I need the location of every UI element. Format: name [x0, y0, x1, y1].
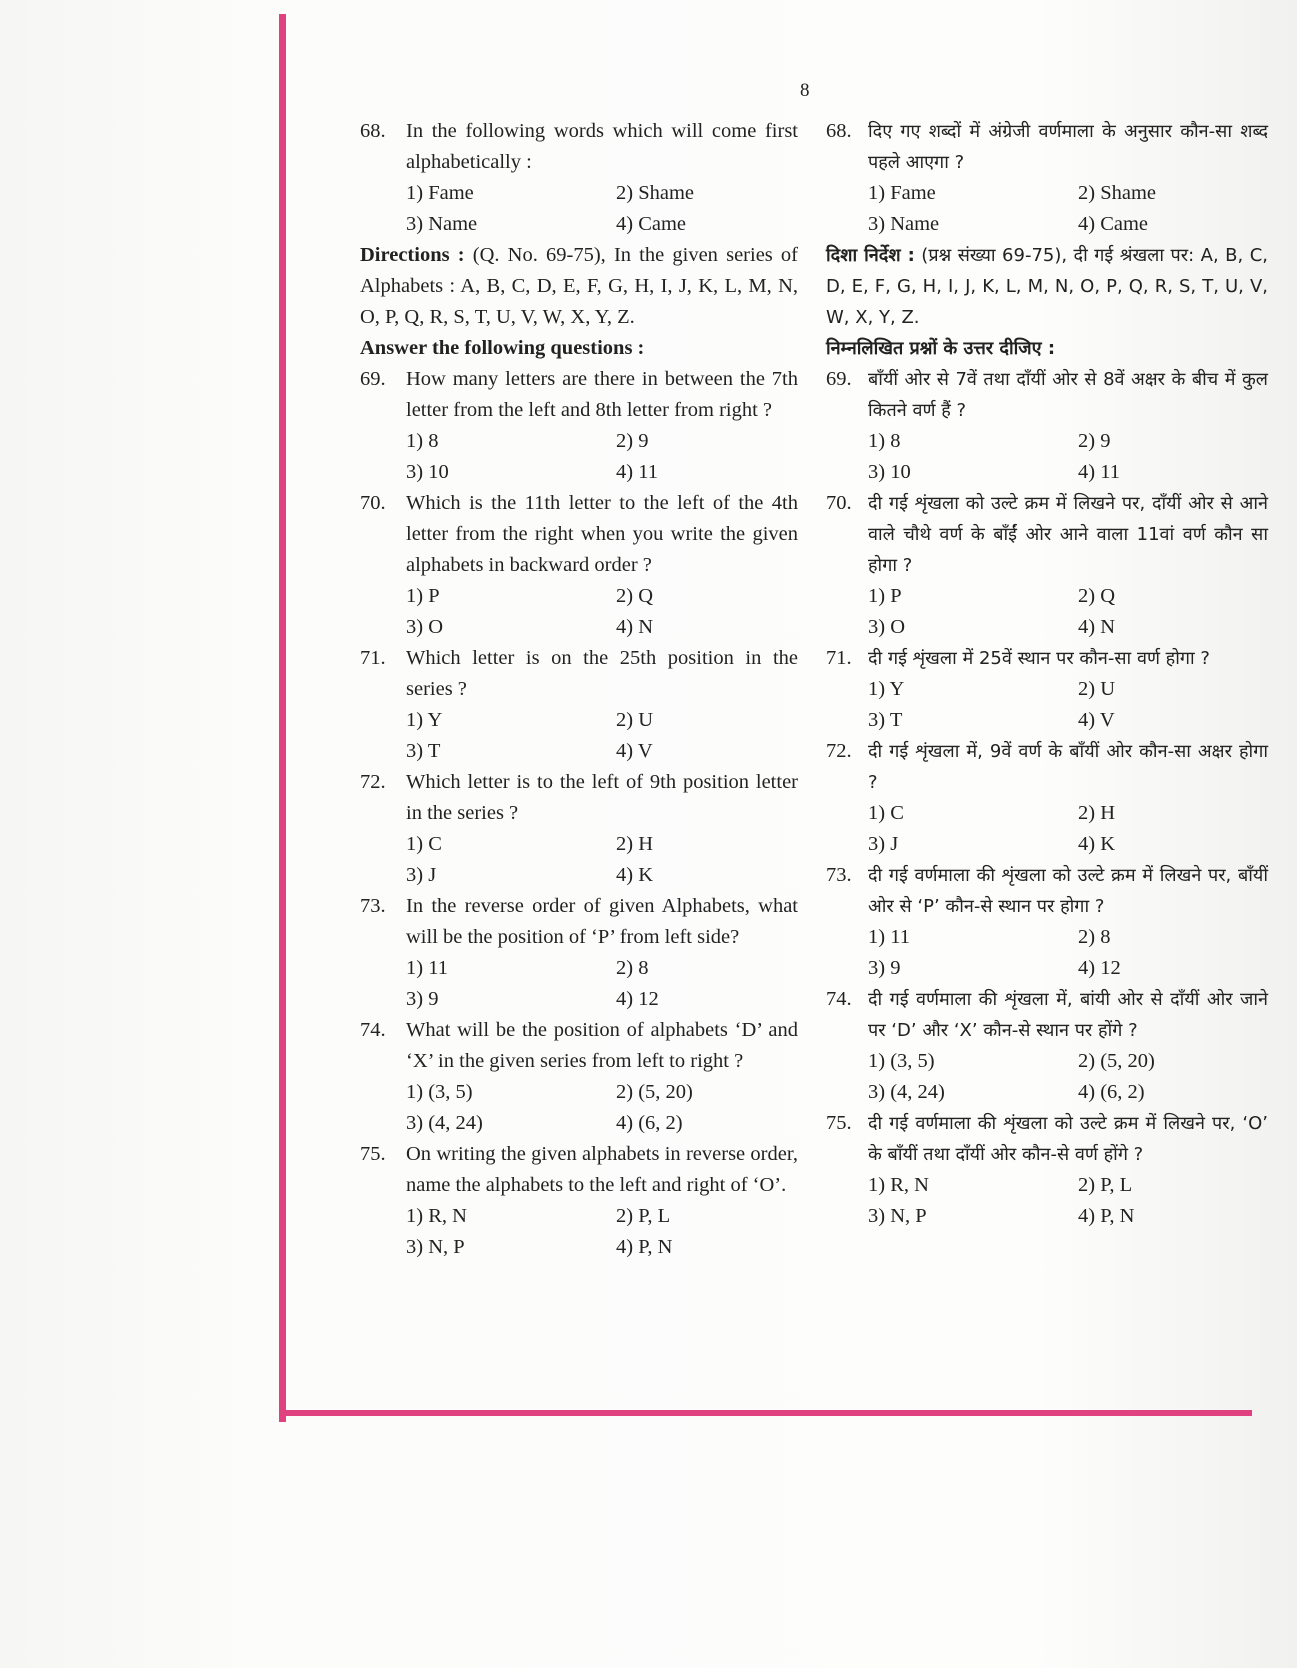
- directions: [826, 240, 1268, 333]
- question-text: दी गई शृंखला को उल्टे क्रम में लिखने पर, दाँयीं ओर से आने वाले चौथे वर्ण के बाँईं ओर आने वाला 11वां वर्ण कौन सा होगा ?: [868, 493, 1268, 576]
- question-number: 75.: [360, 1143, 386, 1165]
- question-number: 70.: [826, 492, 852, 514]
- question-text: Which letter is on the 25th position in the series ?: [406, 647, 798, 700]
- options: [406, 829, 798, 891]
- question: [826, 643, 1268, 674]
- option: 2) U: [616, 709, 654, 731]
- directions-label: दिशा निर्देश :: [826, 245, 915, 266]
- option: 2) Q: [616, 585, 654, 607]
- question-text: दिए गए शब्दों में अंग्रेजी वर्णमाला के अनुसार कौन-सा शब्द पहले आएगा ?: [868, 121, 1268, 173]
- option: 4) P, N: [616, 1236, 673, 1258]
- option: 3) J: [868, 833, 899, 855]
- question-text: On writing the given alphabets in reverse order, name the alphabets to the left and right of ‘O’.: [406, 1143, 798, 1196]
- option: 1) 8: [868, 430, 901, 452]
- question-block: [360, 1139, 798, 1263]
- option: 3) O: [868, 616, 906, 638]
- option: 1) Fame: [868, 182, 936, 204]
- question-number: 75.: [826, 1112, 852, 1134]
- option: 2) (5, 20): [1078, 1050, 1155, 1072]
- question: [826, 984, 1268, 1046]
- option: 4) Came: [616, 213, 687, 235]
- option: 2) 9: [1078, 430, 1111, 452]
- left-margin-rule: [279, 14, 286, 1422]
- option: 3) J: [406, 864, 437, 886]
- option: 3) (4, 24): [406, 1112, 483, 1134]
- option: 4) 11: [1078, 461, 1120, 483]
- question-text: बाँयीं ओर से 7वें तथा दाँयीं ओर से 8वें अक्षर के बीच में कुल कितने वर्ण हैं ?: [868, 369, 1268, 421]
- question-number: 74.: [826, 988, 852, 1010]
- question-block: [826, 643, 1268, 736]
- question-block: [360, 364, 798, 488]
- option: 2) P, L: [616, 1205, 671, 1227]
- question-number: 68.: [826, 120, 852, 142]
- directions-label: Directions :: [360, 244, 465, 266]
- option: 2) H: [1078, 802, 1116, 824]
- question-text: दी गई शृंखला में 25वें स्थान पर कौन-सा वर्ण होगा ?: [868, 648, 1210, 669]
- answer-heading: निम्नलिखित प्रश्नों के उत्तर दीजिए :: [826, 338, 1056, 359]
- option: 3) N, P: [406, 1236, 465, 1258]
- option: 3) 9: [868, 957, 901, 979]
- question-block: [360, 1015, 798, 1139]
- question-block: [826, 364, 1268, 488]
- option: 1) (3, 5): [868, 1050, 935, 1072]
- question-number: 72.: [360, 771, 386, 793]
- option: 3) 10: [868, 461, 911, 483]
- option: 2) 9: [616, 430, 649, 452]
- option: 2) U: [1078, 678, 1116, 700]
- question: [360, 1139, 798, 1201]
- option: 1) Y: [406, 709, 443, 731]
- question: [360, 891, 798, 953]
- options: [868, 178, 1268, 240]
- option: 3) T: [406, 740, 441, 762]
- question: [360, 364, 798, 426]
- options: [868, 674, 1268, 736]
- question-text: In the following words which will come first alphabetically :: [406, 120, 798, 173]
- options: [868, 1046, 1268, 1108]
- option: 2) P, L: [1078, 1174, 1133, 1196]
- option: 1) P: [868, 585, 902, 607]
- options: [406, 426, 798, 488]
- options: [868, 581, 1268, 643]
- option: 2) Shame: [616, 182, 694, 204]
- option: 1) R, N: [406, 1205, 467, 1227]
- question-text: दी गई वर्णमाला की शृंखला में, बांयी ओर से दाँयीं ओर जाने पर ‘D’ और ‘X’ कौन-से स्थान पर होंगे ?: [868, 989, 1268, 1041]
- question: [360, 643, 798, 705]
- question: [826, 736, 1268, 798]
- option: 1) Fame: [406, 182, 474, 204]
- question: [360, 767, 798, 829]
- options: [406, 178, 798, 240]
- question-text: Which is the 11th letter to the left of the 4th letter from the right when you write the given alphabets in backward order ?: [406, 492, 798, 576]
- option: 2) H: [616, 833, 654, 855]
- option: 3) 10: [406, 461, 449, 483]
- option: 1) R, N: [868, 1174, 929, 1196]
- option: 3) Name: [406, 213, 478, 235]
- english-column: [360, 116, 798, 1263]
- question-list: [360, 364, 798, 1263]
- option: 4) K: [616, 864, 654, 886]
- option: 1) 11: [406, 957, 448, 979]
- question-68-hi: [826, 116, 1268, 178]
- option: 3) T: [868, 709, 903, 731]
- question-block: [826, 984, 1268, 1108]
- option: 4) K: [1078, 833, 1116, 855]
- answer-heading: Answer the following questions :: [360, 337, 645, 359]
- option: 1) 8: [406, 430, 439, 452]
- option: 4) 11: [616, 461, 658, 483]
- question-number: 72.: [826, 740, 852, 762]
- option: 4) V: [616, 740, 653, 762]
- question: [360, 1015, 798, 1077]
- options: [406, 581, 798, 643]
- question-text: What will be the position of alphabets ‘D’ and ‘X’ in the given series from left to right ?: [406, 1019, 798, 1072]
- question-number: 74.: [360, 1019, 386, 1041]
- option: 2) 8: [1078, 926, 1111, 948]
- question: [826, 1108, 1268, 1170]
- question: [826, 488, 1268, 581]
- option: 3) O: [406, 616, 444, 638]
- page-number: 8: [800, 80, 810, 101]
- option: 4) V: [1078, 709, 1115, 731]
- question: [826, 860, 1268, 922]
- bottom-margin-rule: [279, 1410, 1252, 1416]
- question-block: [826, 488, 1268, 643]
- hindi-column: [826, 116, 1268, 1232]
- directions: [360, 240, 798, 333]
- options: [868, 922, 1268, 984]
- option: 4) N: [616, 616, 654, 638]
- question-text: How many letters are there in between the 7th letter from the left and 8th letter from right ?: [406, 368, 798, 421]
- option: 2) Shame: [1078, 182, 1156, 204]
- options: [868, 1170, 1268, 1232]
- options: [406, 953, 798, 1015]
- question-text: दी गई वर्णमाला की शृंखला को उल्टे क्रम में लिखने पर, ‘O’ के बाँयीं तथा दाँयीं ओर कौन-से वर्ण होंगे ?: [868, 1113, 1268, 1165]
- option: 1) C: [406, 833, 442, 855]
- option: 2) 8: [616, 957, 649, 979]
- options: [868, 798, 1268, 860]
- option: 4) (6, 2): [1078, 1081, 1145, 1103]
- options: [406, 1077, 798, 1139]
- directions-text: (प्रश्न संख्या 69-75), दी गई श्रंखला पर: A, B, C, D, E, F, G, H, I, J, K, L, M, N, O, P, Q, R, S, T, U, V, W, X, Y, Z.: [826, 245, 1268, 328]
- question-number: 70.: [360, 492, 386, 514]
- question: [360, 488, 798, 581]
- option: 1) C: [868, 802, 904, 824]
- question-text: Which letter is to the left of 9th position letter in the series ?: [406, 771, 798, 824]
- options: [868, 426, 1268, 488]
- directions-text: (Q. No. 69-75), In the given series of Alphabets : A, B, C, D, E, F, G, H, I, J, K, L, M, N, O, P, Q, R, S, T, U, V, W, X, Y, Z.: [360, 244, 799, 328]
- question-block: [360, 488, 798, 643]
- option: 4) N: [1078, 616, 1116, 638]
- question-block: [360, 643, 798, 767]
- option: 4) 12: [1078, 957, 1121, 979]
- option: 1) Y: [868, 678, 905, 700]
- option: 1) 11: [868, 926, 910, 948]
- question-number: 73.: [826, 864, 852, 886]
- option: 2) Q: [1078, 585, 1116, 607]
- option: 3) Name: [868, 213, 940, 235]
- question-68-en: [360, 116, 798, 178]
- options: [406, 705, 798, 767]
- question-block: [360, 891, 798, 1015]
- question-number: 69.: [826, 368, 852, 390]
- question-block: [826, 860, 1268, 984]
- question-block: [826, 736, 1268, 860]
- question: [826, 364, 1268, 426]
- option: 4) 12: [616, 988, 659, 1010]
- option: 1) (3, 5): [406, 1081, 473, 1103]
- option: 3) N, P: [868, 1205, 927, 1227]
- question-number: 68.: [360, 120, 386, 142]
- option: 1) P: [406, 585, 440, 607]
- option: 4) P, N: [1078, 1205, 1135, 1227]
- question-block: [826, 1108, 1268, 1232]
- option: 3) 9: [406, 988, 439, 1010]
- question-text: दी गई वर्णमाला की शृंखला को उल्टे क्रम में लिखने पर, बाँयीं ओर से ‘P’ कौन-से स्थान पर होगा ?: [868, 865, 1268, 917]
- question-number: 71.: [826, 647, 852, 669]
- option: 2) (5, 20): [616, 1081, 693, 1103]
- options: [406, 1201, 798, 1263]
- question-text: In the reverse order of given Alphabets, what will be the position of ‘P’ from left side?: [406, 895, 798, 948]
- question-block: [360, 767, 798, 891]
- question-number: 73.: [360, 895, 386, 917]
- question-number: 69.: [360, 368, 386, 390]
- option: 4) (6, 2): [616, 1112, 683, 1134]
- question-number: 71.: [360, 647, 386, 669]
- question-list: [826, 364, 1268, 1232]
- option: 4) Came: [1078, 213, 1149, 235]
- option: 3) (4, 24): [868, 1081, 945, 1103]
- question-text: दी गई शृंखला में, 9वें वर्ण के बाँयीं ओर कौन-सा अक्षर होगा ?: [868, 741, 1268, 793]
